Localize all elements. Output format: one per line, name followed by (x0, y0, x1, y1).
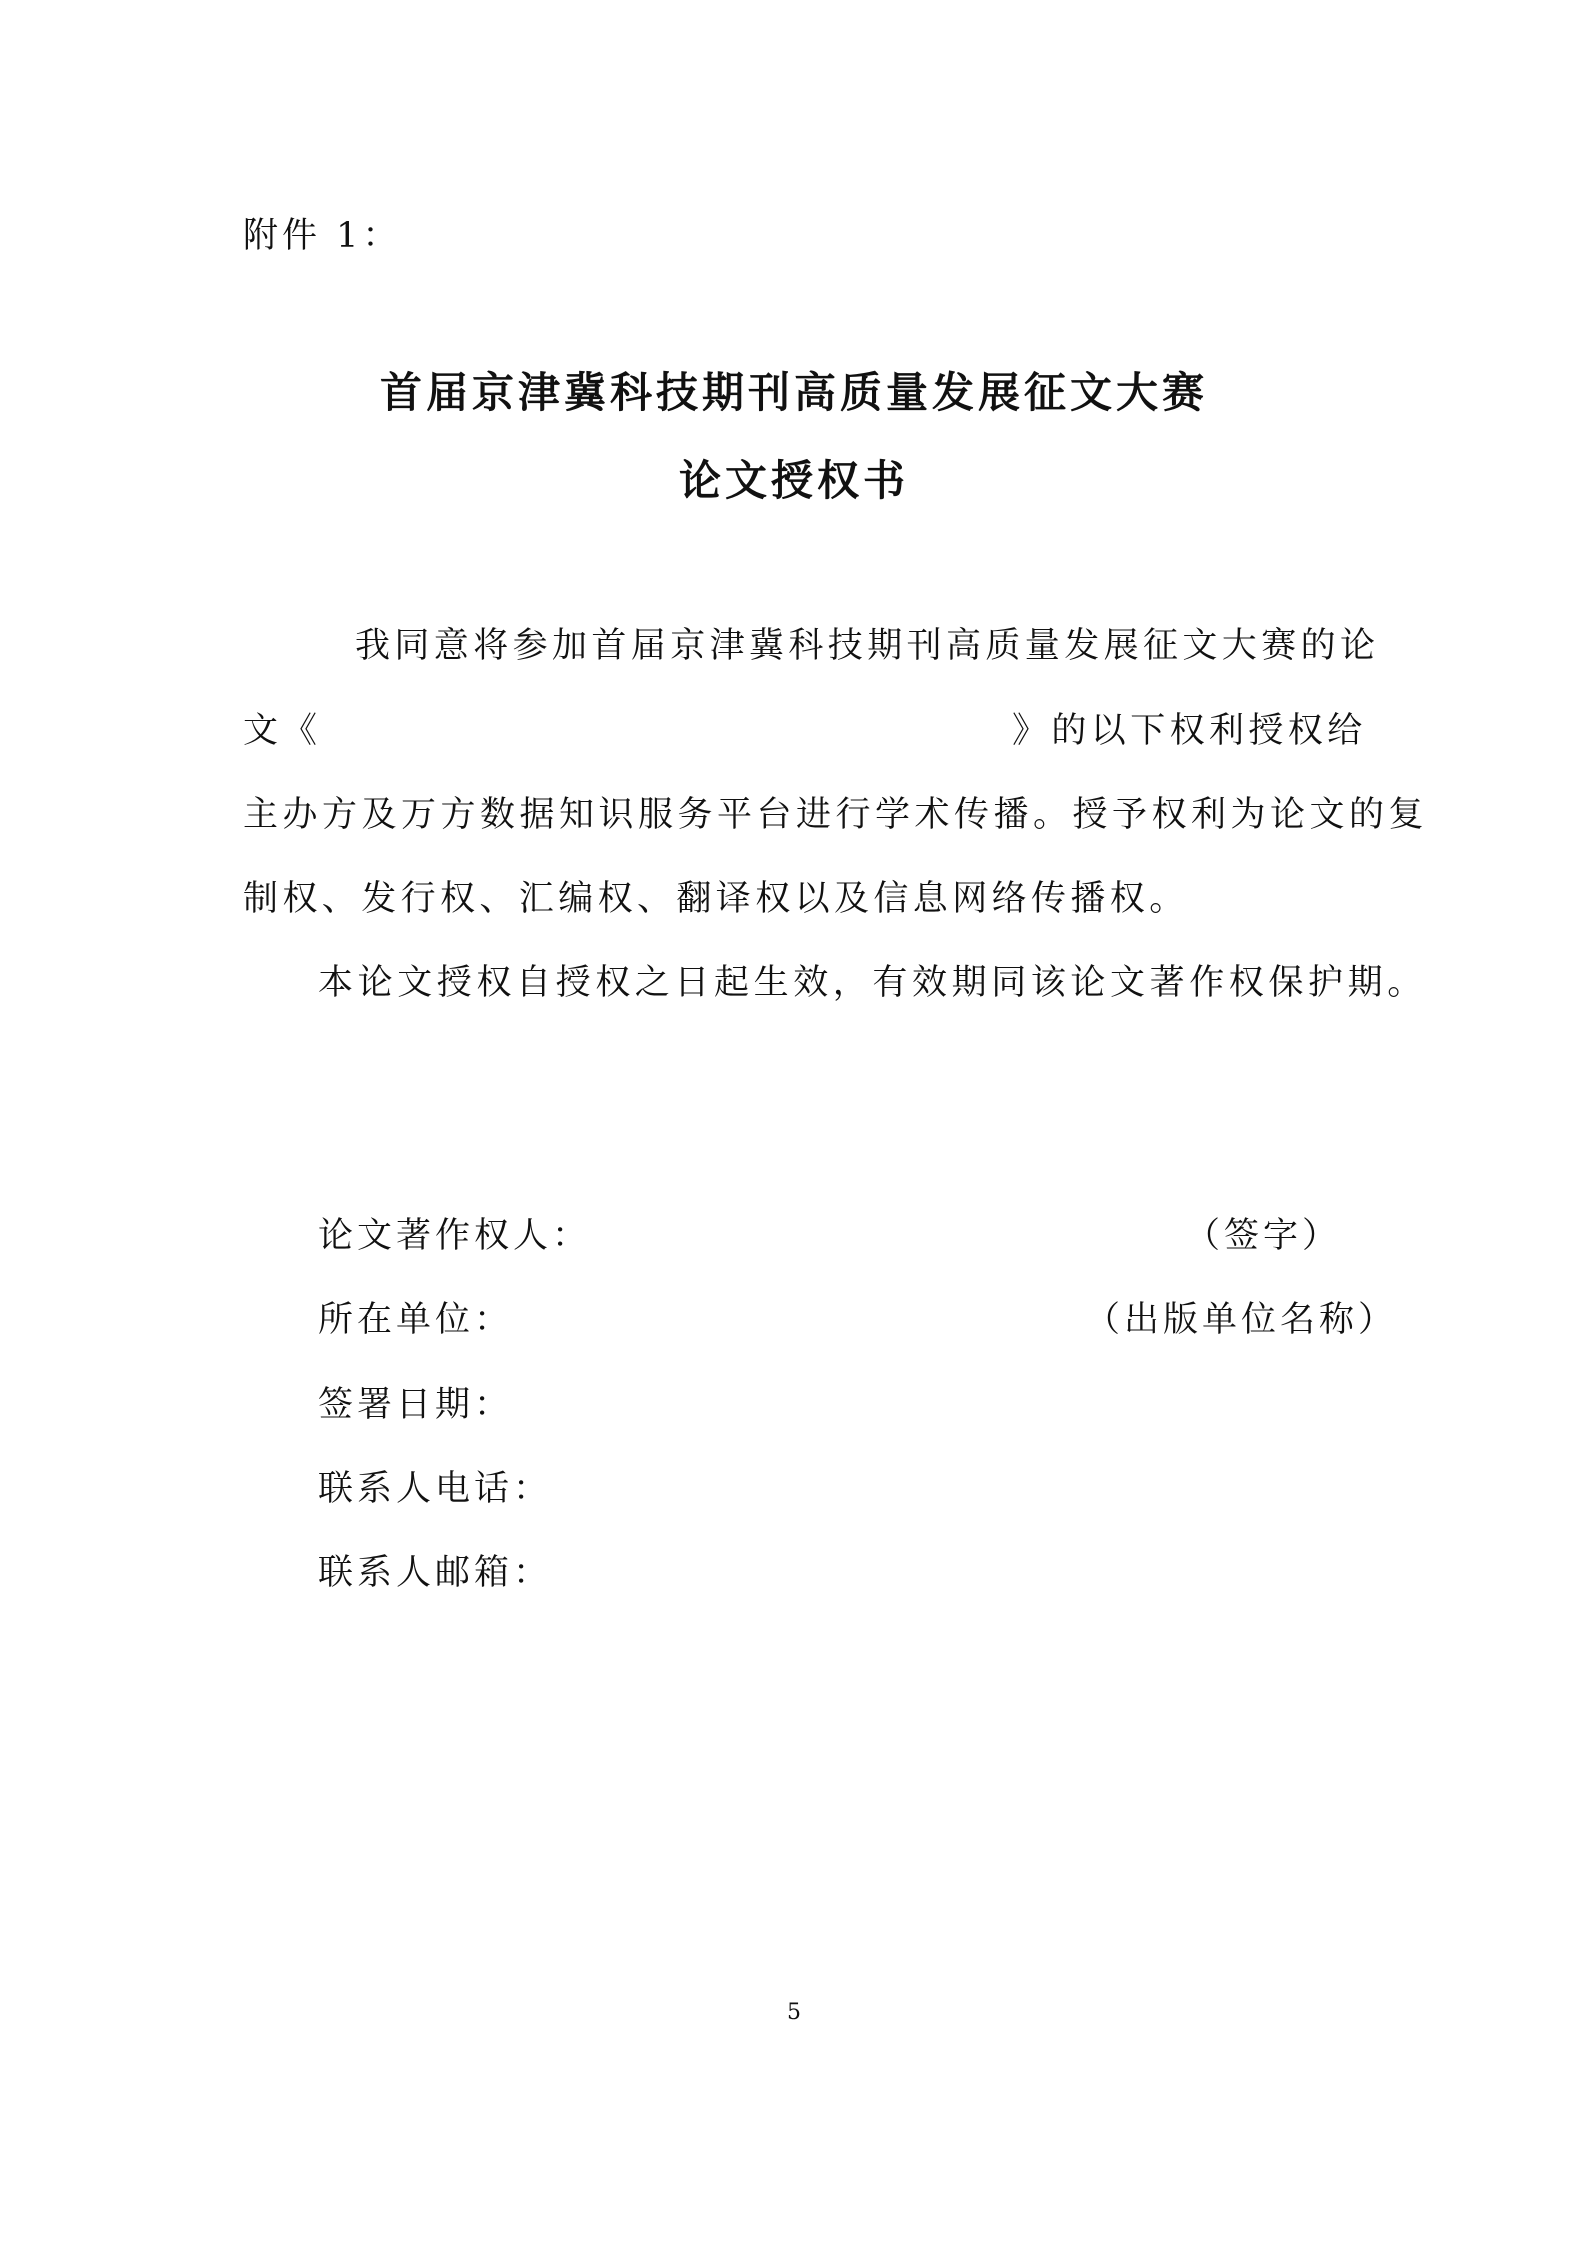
body-line-5: 本论文授权自授权之日起生效，有效期同该论文著作权保护期。 (318, 963, 1427, 1003)
contact-email-label: 联系人邮箱： (318, 1553, 553, 1593)
body-line-2-end: 》的以下权利授权给 (1012, 711, 1367, 751)
sign-date-label: 签署日期： (318, 1385, 514, 1425)
attachment-label: 附件 1： (243, 216, 402, 256)
body-line-2-start: 文《 (243, 711, 322, 751)
body-line-3: 主办方及万方数据知识服务平台进行学术传播。授予权利为论文的复 (243, 795, 1429, 835)
copyright-holder-label: 论文著作权人： (318, 1216, 592, 1256)
organization-label: 所在单位： (318, 1300, 514, 1340)
document-title: 首届京津冀科技期刊高质量发展征文大赛 (379, 368, 1208, 417)
body-line-1: 我同意将参加首届京津冀科技期刊高质量发展征文大赛的论 (355, 626, 1380, 666)
copyright-holder-hint: （签字） (1185, 1216, 1342, 1256)
organization-hint: （出版单位名称） (1085, 1300, 1398, 1340)
contact-phone-label: 联系人电话： (318, 1469, 553, 1509)
page-number: 5 (787, 2000, 801, 2025)
body-line-4: 制权、发行权、汇编权、翻译权以及信息网络传播权。 (243, 879, 1189, 919)
document-subtitle: 论文授权书 (678, 456, 909, 505)
